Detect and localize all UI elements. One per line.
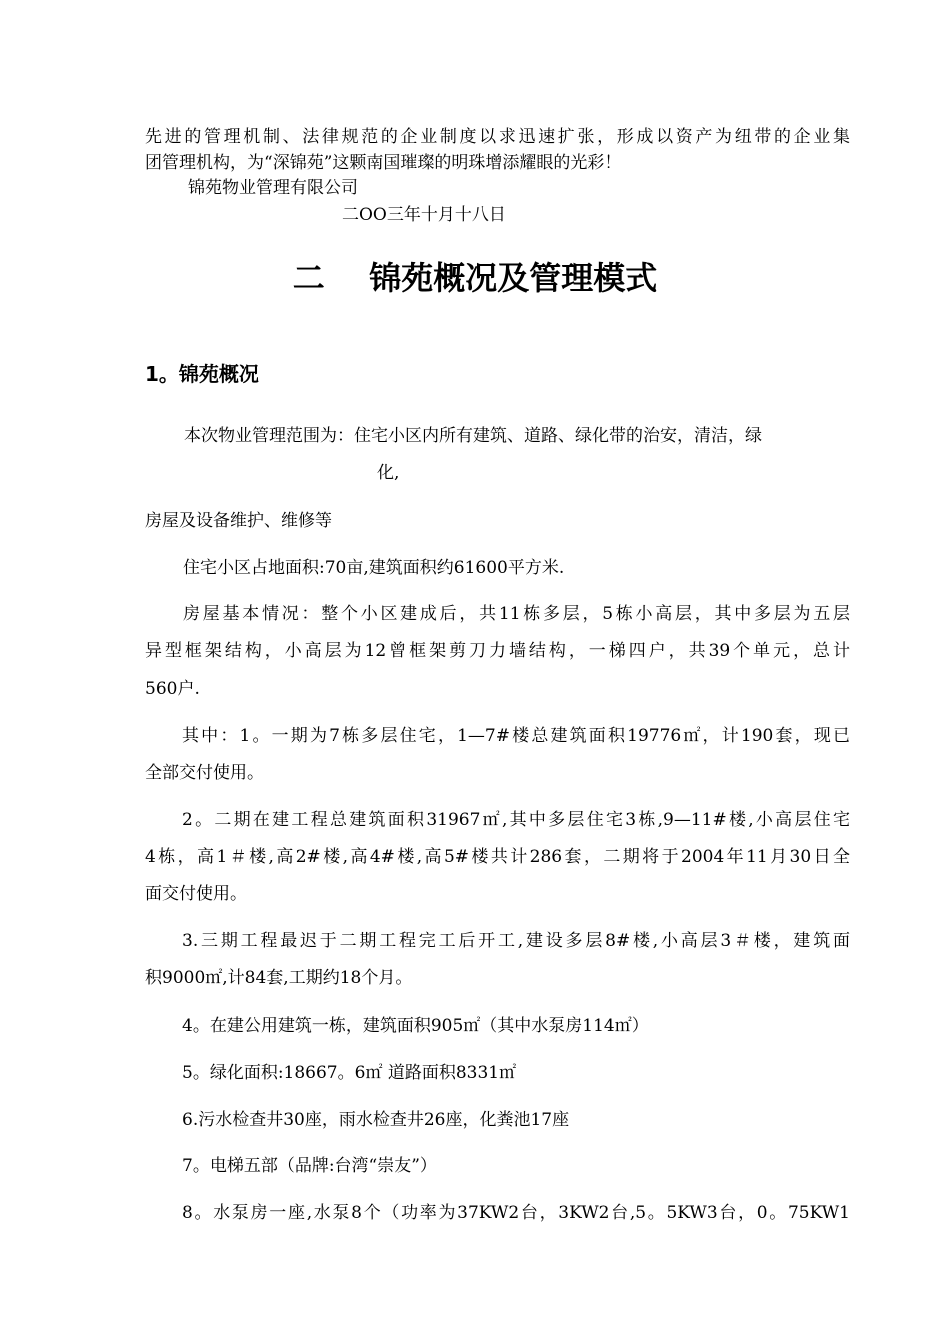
housing-paragraph-line: 560户. xyxy=(145,679,200,699)
item-6: 6.污水检查井30座，雨水检查井26座，化粪池17座 xyxy=(182,1110,570,1130)
signature-company: 锦苑物业管理有限公司 xyxy=(188,178,358,198)
item-1-line: 其中：1。一期为7栋多层住宅，1—7#楼总建筑面积19776㎡，计190套，现已 xyxy=(182,726,850,746)
item-3-line: 3.三期工程最迟于二期工程完工后开工,建设多层8#楼,小高层3＃楼，建筑面 xyxy=(182,931,850,951)
item-3-line: 积9000㎡,计84套,工期约18个月。 xyxy=(145,968,413,988)
scope-paragraph-line: 化, xyxy=(377,463,400,483)
area-paragraph: 住宅小区占地面积:70亩,建筑面积约61600平方米. xyxy=(183,558,565,578)
scope-paragraph-line: 本次物业管理范围为：住宅小区内所有建筑、道路、绿化带的治安，清洁，绿 xyxy=(184,426,762,446)
item-5: 5。绿化面积:18667。6㎡ 道路面积8331㎡ xyxy=(182,1063,517,1083)
item-2-line: 2。二期在建工程总建筑面积31967㎡,其中多层住宅3栋,9—11#楼,小高层住宅 xyxy=(182,810,850,830)
intro-paragraph-line: 团管理机构，为“深锦苑”这颗南国璀璨的明珠增添耀眼的光彩！ xyxy=(145,153,622,173)
housing-paragraph-line: 异型框架结构，小高层为12曾框架剪刀力墙结构，一梯四户，共39个单元，总计 xyxy=(145,641,850,661)
item-4: 4。在建公用建筑一栋，建筑面积905㎡（其中水泵房114㎡） xyxy=(182,1016,649,1036)
scope-paragraph-line: 房屋及设备维护、维修等 xyxy=(145,511,332,531)
signature-date: 二OO三年十月十八日 xyxy=(342,205,506,225)
section-title: 二 锦苑概况及管理模式 xyxy=(292,259,658,297)
item-2-line: 4栋，高1＃楼,高2#楼,高4#楼,高5#楼共计286套，二期将于2004年11月30日全 xyxy=(145,847,850,867)
subsection-title: 1。锦苑概况 xyxy=(145,362,259,386)
item-2-line: 面交付使用。 xyxy=(145,884,247,904)
item-7: 7。电梯五部（品牌:台湾“崇友”） xyxy=(182,1156,437,1176)
housing-paragraph-line: 房屋基本情况：整个小区建成后，共11栋多层，5栋小高层，其中多层为五层 xyxy=(183,604,850,624)
intro-paragraph-line: 先进的管理机制、法律规范的企业制度以求迅速扩张，形成以资产为纽带的企业集 xyxy=(145,127,850,147)
item-1-line: 全部交付使用。 xyxy=(145,763,264,783)
item-8: 8。水泵房一座,水泵8个（功率为37KW2台，3KW2台,5。5KW3台，0。75KW1 xyxy=(182,1203,850,1223)
